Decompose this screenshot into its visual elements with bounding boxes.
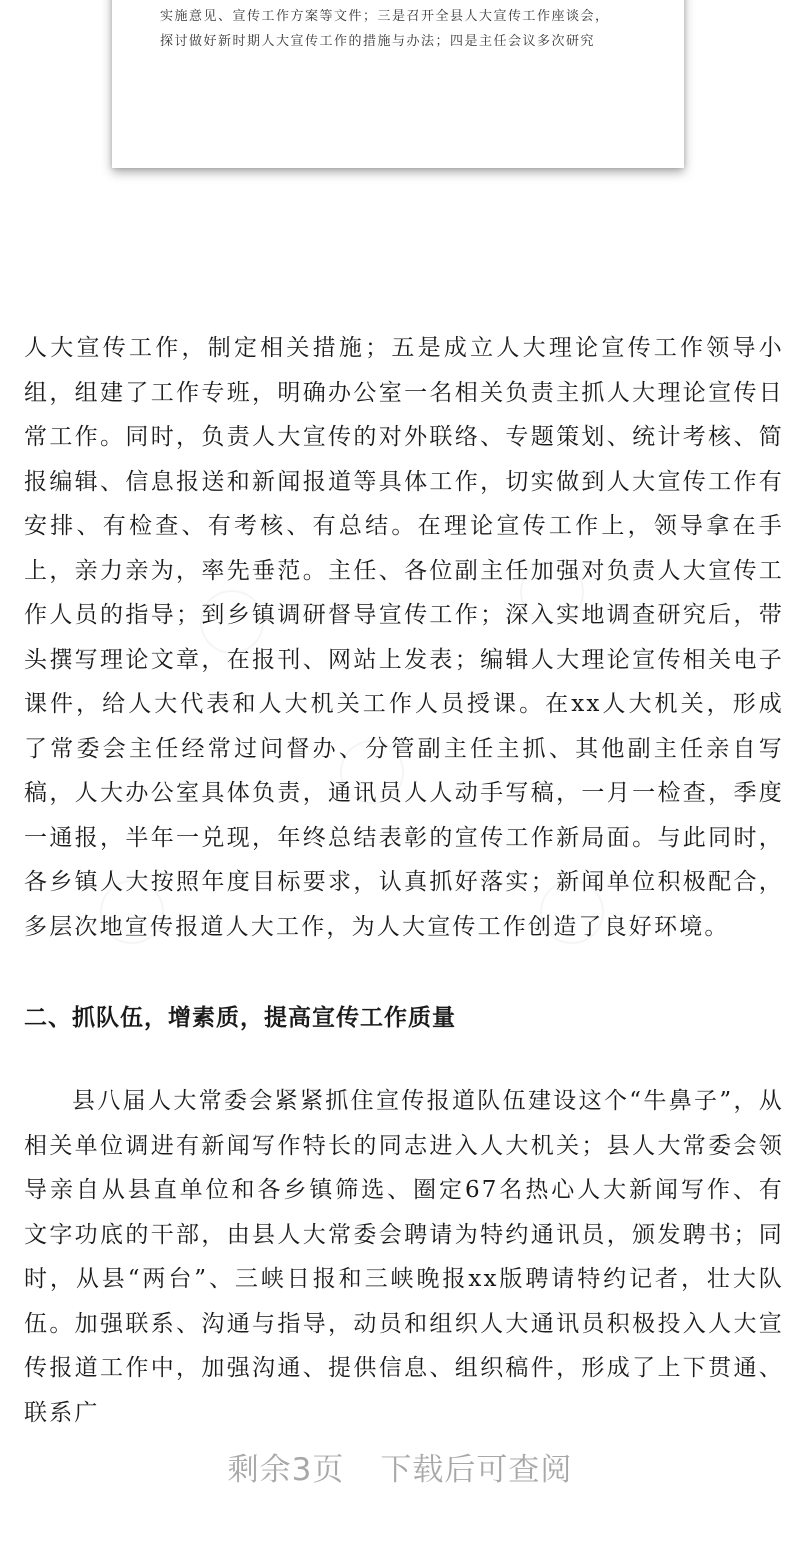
document-preview-card <box>112 0 684 168</box>
body-section-2 <box>24 1079 784 1435</box>
preview-text-block <box>160 4 654 54</box>
body-section-1 <box>24 326 784 949</box>
section-heading-2: 二、抓队伍，增素质，提高宣传工作质量 <box>24 1005 456 1031</box>
paragraph-1: 人大宣传工作，制定相关措施；五是成立人大理论宣传工作领导小组，组建了工作专班，明确办公室一名相关负责主抓人大理论宣传日常工作。同时，负责人大宣传的对外联络、专题策划、统计考核、简报编辑、信息报送和新闻报道等具体工作，切实做到人大宣传工作有安排、有检查、有考核、有总结。在理论宣传工作上，领导拿在手上，亲力亲为，率先垂范。主任、各位副主任加强对负责人大宣传工作人员的指导；到乡镇调研督导宣传工作；深入实地调查研究后，带头撰写理论文章，在报刊、网站上发表；编辑人大理论宣传相关电子课件，给人大代表和人大机关工作人员授课。在xx人大机关，形成了常委会主任经常过问督办、分管副主任主抓、其他副主任亲自写稿，人大办公室具体负责，通讯员人人动手写稿，一月一检查，季度一通报，半年一兑现，年终总结表彰的宣传工作新局面。与此同时，各乡镇人大按照年度目标要求，认真抓好落实；新闻单位积极配合，多层次地宣传报道人大工作，为人大宣传工作创造了良好环境。 <box>24 335 784 940</box>
preview-line: 实施意见、宣传工作方案等文件；三是召开全县人大宣传工作座谈会， <box>160 9 610 24</box>
preview-line: 探讨做好新时期人大宣传工作的措施与办法；四是主任会议多次研究 <box>160 34 596 49</box>
paragraph-2: 县八届人大常委会紧紧抓住宣传报道队伍建设这个“牛鼻子”，从相关单位调进有新闻写作特长的同志进入人大机关；县人大常委会领导亲自从县直单位和各乡镇筛选、圈定67名热心人大新闻写作、有文字功底的干部，由县人大常委会聘请为特约通讯员，颁发聘书；同时，从县“两台”、三峡日报和三峡晚报xx版聘请特约记者，壮大队伍。加强联系、沟通与指导，动员和组织人大通讯员积极投入人大宣传报道工作中，加强沟通、提供信息、组织稿件，形成了上下贯通、联系广 <box>24 1088 784 1426</box>
remaining-pages-label: 剩余3页 <box>227 1452 345 1488</box>
download-prompt[interactable] <box>0 1445 800 1495</box>
download-to-view-label: 下载后可查阅 <box>380 1452 573 1488</box>
